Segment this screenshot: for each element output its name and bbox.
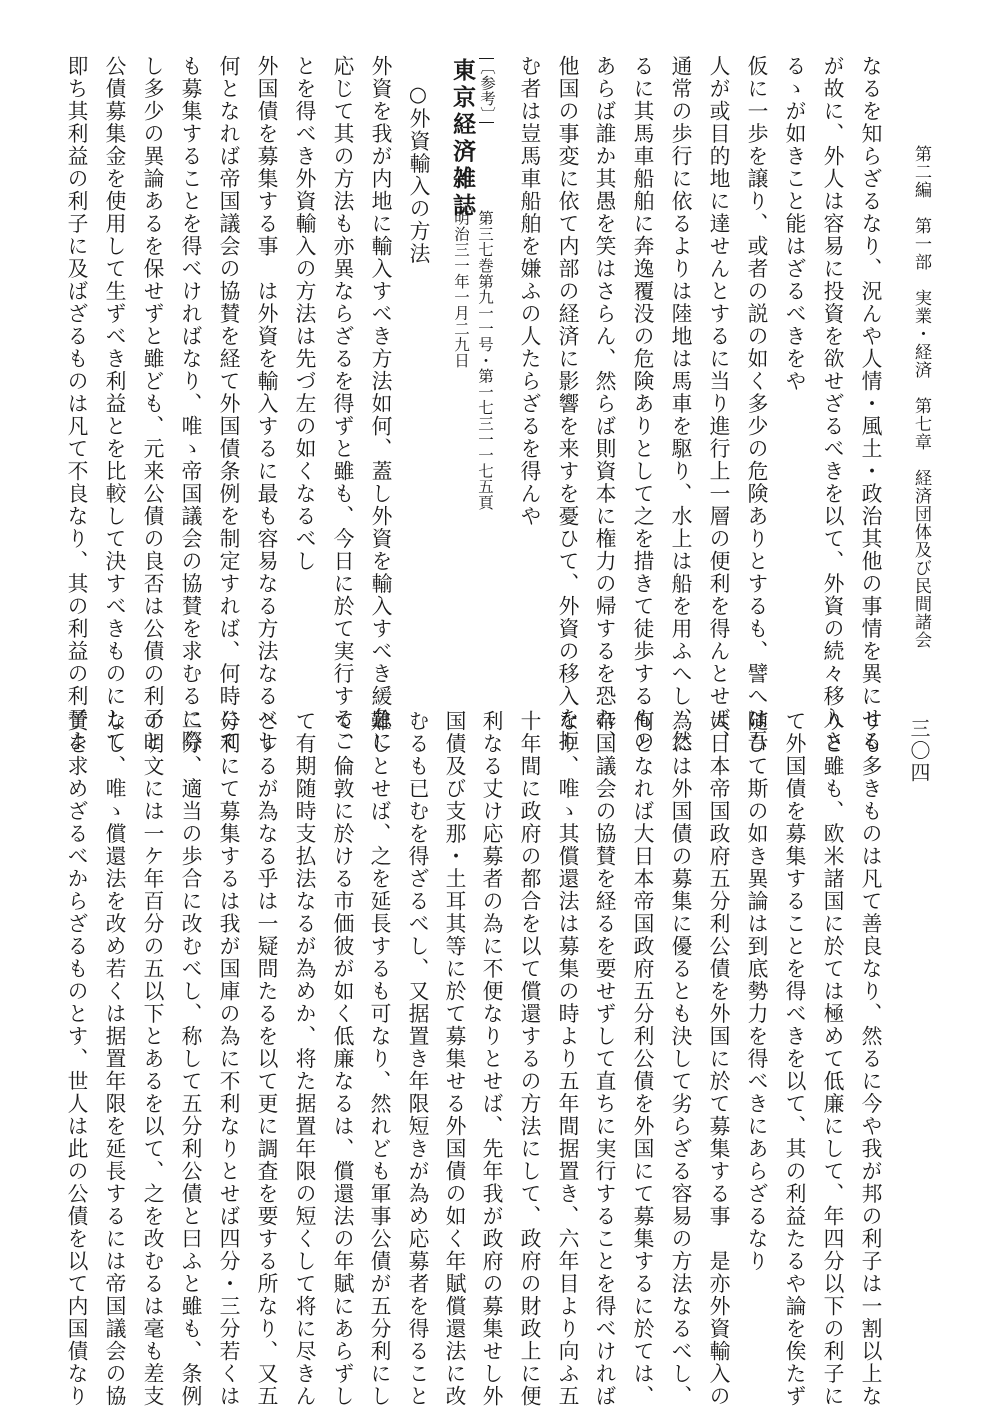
text-line: あらば誰か其愚を笑はさらん、然らば則資本に権力の帰するを恐れ、 xyxy=(592,55,616,753)
text-line: 分利にて募集するは我が国庫の為に不利なりとせば四分・三分若くは xyxy=(216,710,240,1408)
text-line: るに其馬車船舶に奔逸覆没の危険ありとして之を措きて徒歩するもの xyxy=(630,55,654,753)
text-line: し多少の異論あるを保せずと雖ども、元来公債の良否は公債の利子と xyxy=(140,55,164,753)
running-header: 第二編 第一部 実業・経済 第七章 経済団体及び民間諸会 xyxy=(911,145,931,649)
text-line: 応じて其の方法も亦異ならざるを得ずと雖も、今日に於て実行するこ xyxy=(330,55,354,753)
text-line: 為には外国債の募集に優るとも決して劣らざる容易の方法なるべし、 xyxy=(668,710,692,1408)
text-line: 随ひて斯の如き異論は到底勢力を得べきにあらざるなり xyxy=(744,710,768,1273)
text-line: なり、唯ゝ其償還法は募集の時より五年間据置き、六年目より向ふ五 xyxy=(555,710,579,1408)
text-line: 大日本帝国政府五分利公債を外国に於て募集する事 是亦外資輸入の xyxy=(706,710,730,1408)
text-line: て、倫敦に於ける市価彼が如く低廉なるは、償還法の年賦にあらずし xyxy=(330,710,354,1408)
text-line: 利なる丈け応募者の為に不便なりとせば、先年我が政府の募集せし外 xyxy=(479,710,503,1408)
text-line: るゝが如きこと能はざるべきをや xyxy=(782,55,806,393)
text-line: 帝国議会の協賛を経るを要せずして直ちに実行することを得べければ xyxy=(592,710,616,1408)
source-date: 明治三一年一月二九日 xyxy=(452,210,470,368)
source-title: 東京経済雑誌 xyxy=(449,58,476,220)
text-line: 仮に一歩を譲り、或者の説の如く多少の危険ありとするも、譬へは吾 xyxy=(744,55,768,753)
text-line: 何となれば大日本帝国政府五分利公債を外国にて募集するに於ては、 xyxy=(630,710,654,1408)
text-line: 人が或目的地に達せんとするに当り進行上一層の便利を得んとせば、 xyxy=(706,55,730,753)
text-line: 難しとせば、之を延長するも可なり、然れども軍事公債が五分利にし xyxy=(367,710,391,1408)
text-line: て有期随時支払法なるが為めか、将た据置年限の短くして将に尽きん xyxy=(292,710,316,1408)
text-line: 公債募集金を使用して生ずべき利益とを比較して決すべきものにして xyxy=(102,55,126,753)
text-line: 通常の歩行に依るよりは陸地は馬車を駆り、水上は船を用ふへし、然 xyxy=(668,55,692,753)
text-line: む者は豈馬車船舶を嫌ふの人たらざるを得んや xyxy=(517,55,541,528)
text-line: が故に、外人は容易に投資を欲せざるべきを以て、外資の続々移入さ xyxy=(820,55,844,753)
text-line: むるも已むを得ざるべし、又据置き年限短きが為め応募者を得ること xyxy=(405,710,429,1408)
text-line: 外資を我が内地に輸入すべき方法如何、蓋し外資を輸入すべき緩急に xyxy=(368,55,392,753)
text-line: 賛を求めざるべからざるものとす、世人は此の公債を以て内国債なり xyxy=(64,710,88,1408)
text-line: とするが為なる乎は一疑問たるを以て更に調査を要する所なり、又五 xyxy=(254,710,278,1408)
text-line: なるを知らざるなり、況んや人情・風土・政治其他の事情を異にせる xyxy=(858,55,882,753)
text-line: 二分、適当の歩合に改むべし、称して五分利公債と曰ふと雖も、条例 xyxy=(178,710,202,1408)
text-line: 他国の事変に依て内部の経済に影響を来すを憂ひて、外資の移入を拒 xyxy=(555,55,579,753)
source-volume-info: 第三七巻第九一一号・第一七三一一七五頁 xyxy=(476,210,494,511)
text-line: 外国債を募集する事 は外資を輸入するに最も容易なる方法なるべし xyxy=(254,55,278,753)
text-line: 即ち其利益の利子に及ばざるものは凡て不良なり、其の利益の利子よ xyxy=(64,55,88,753)
text-line: とを得べき外資輸入の方法は先づ左の如くなるべし xyxy=(292,55,316,573)
text-line: なし、唯ゝ償還法を改め若くは据置年限を延長するには帝国議会の協 xyxy=(102,710,126,1408)
text-line: りも多きものは凡て善良なり、然るに今や我が邦の利子は一割以上な xyxy=(858,710,882,1408)
text-line: 十年間に政府の都合を以て償還するの方法にして、政府の財政上に便 xyxy=(517,710,541,1408)
section-heading: ○外資輸入の方法 xyxy=(406,82,430,266)
text-line: て外国債を募集することを得べきを以て、其の利益たるや論を俟たず xyxy=(782,710,806,1408)
page-number: 三〇四 xyxy=(907,718,931,784)
reference-tag: 〔参考〕 xyxy=(478,59,496,123)
text-line: の明文には一ケ年百分の五以下とあるを以て、之を改むるは毫も差支 xyxy=(140,710,164,1408)
text-line: りと雖も、欧米諸国に於ては極めて低廉にして、年四分以下の利子に xyxy=(820,710,844,1408)
text-line: 何となれば帝国議会の協賛を経て外国債条例を制定すれば、何時にて xyxy=(216,55,240,753)
text-line: 国債及び支那・土耳其等に於て募集せる外国債の如く年賦償還法に改 xyxy=(442,710,466,1408)
text-line: も募集することを得べければなり、唯ゝ帝国議会の協賛を求むるに際 xyxy=(178,55,202,753)
